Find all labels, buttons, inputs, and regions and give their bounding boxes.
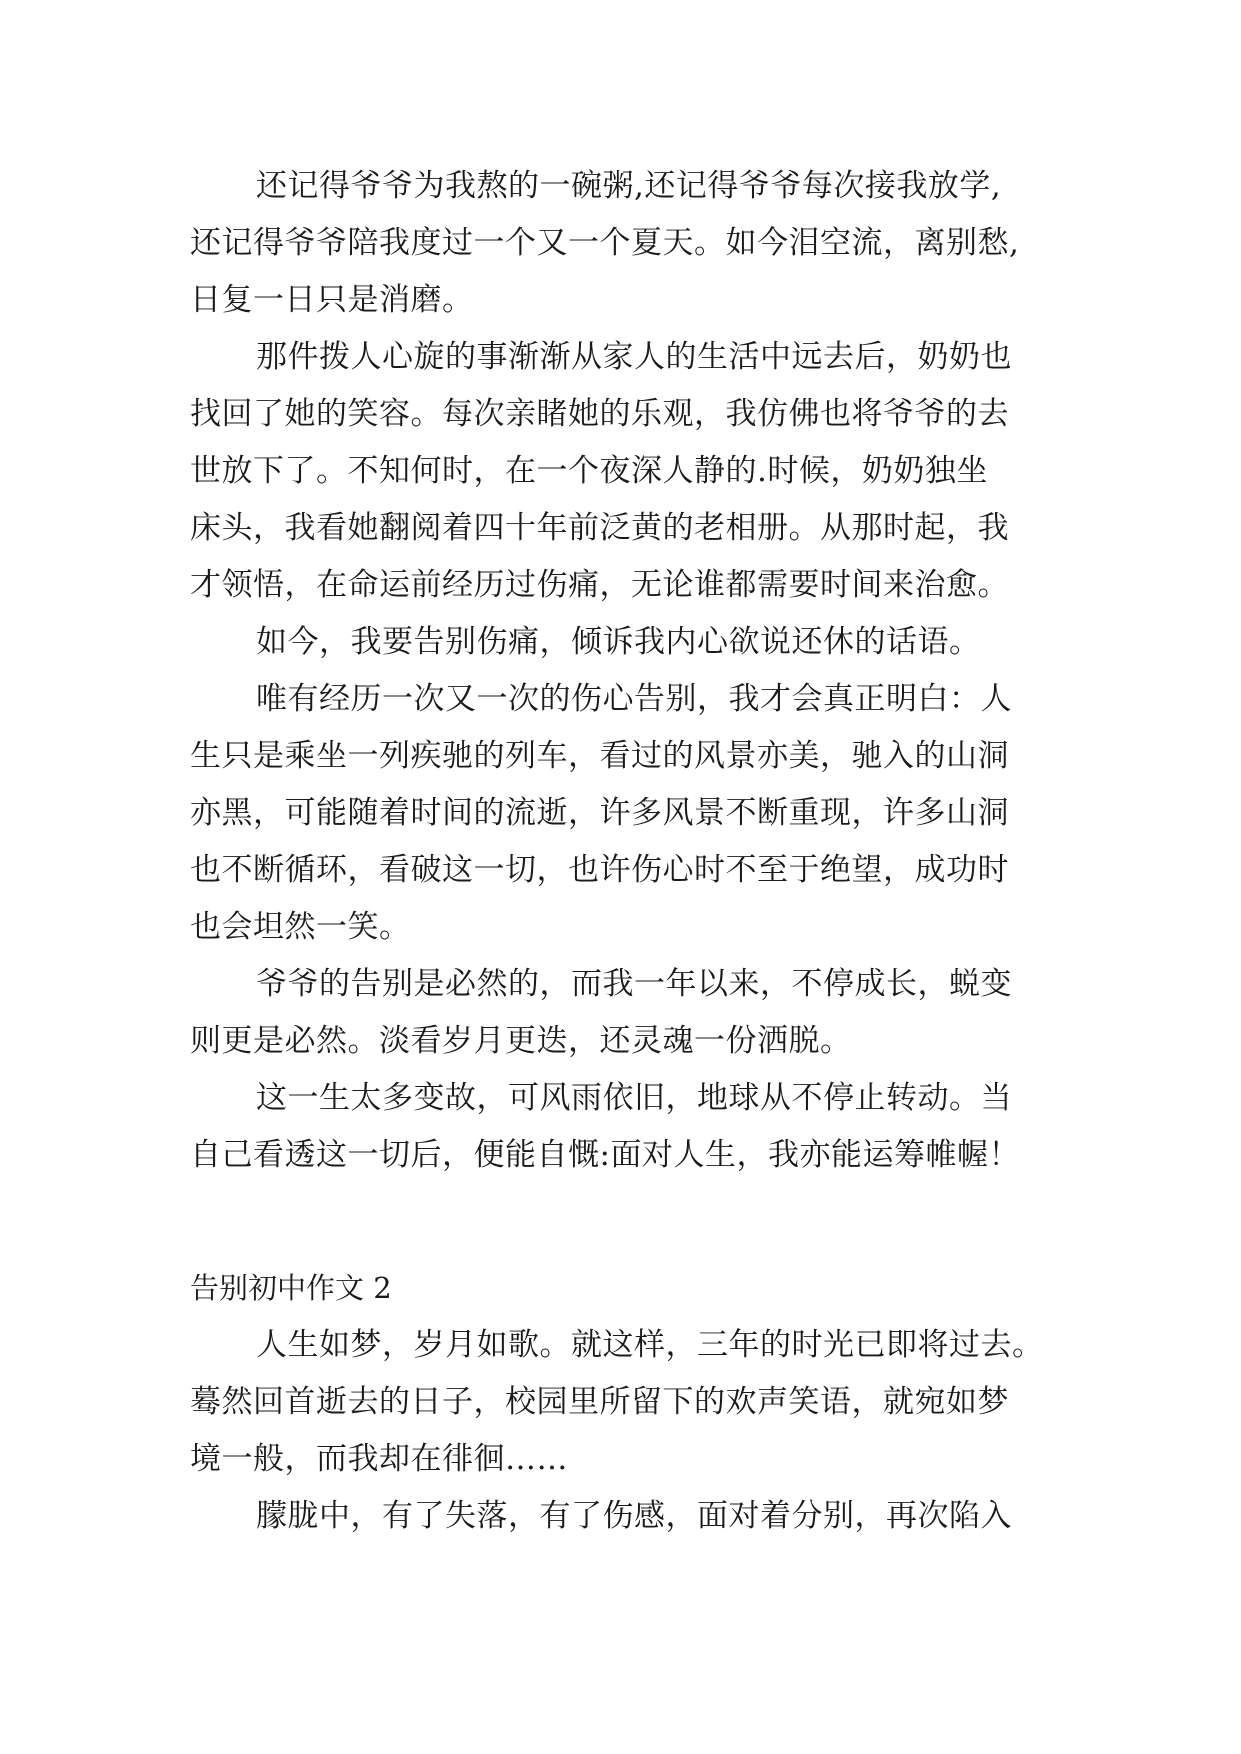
text-line: 床头，我看她翻阅着四十年前泛黄的老相册。从那时起，我 xyxy=(190,510,1009,546)
text-line: 生只是乘坐一列疾驰的列车，看过的风景亦美，驰入的山洞 xyxy=(190,738,1009,774)
text-line: 亦黑，可能随着时间的流逝，许多风景不断重现，许多山洞 xyxy=(190,795,1009,831)
text-line: 也会坦然一笑。 xyxy=(190,909,411,945)
text-line: 朦胧中，有了失落，有了伤感，面对着分别，再次陷入 xyxy=(256,1498,1012,1534)
text-line: 则更是必然。淡看岁月更迭，还灵魂一份洒脱。 xyxy=(190,1023,852,1059)
text-line: 这一生太多变故，可风雨依旧，地球从不停止转动。当 xyxy=(256,1080,1012,1116)
text-line: 还记得爷爷陪我度过一个又一个夏天。如今泪空流，离别愁, xyxy=(190,225,1020,261)
text-line: 也不断循环，看破这一切，也许伤心时不至于绝望，成功时 xyxy=(190,852,1009,888)
text-line: 唯有经历一次又一次的伤心告别，我才会真正明白：人 xyxy=(256,681,1012,717)
text-line: 蓦然回首逝去的日子，校园里所留下的欢声笑语，就宛如梦 xyxy=(190,1384,1009,1420)
text-line: 还记得爷爷为我熬的一碗粥,还记得爷爷每次接我放学, xyxy=(256,168,1002,204)
text-line: 境一般，而我却在徘徊…… xyxy=(190,1441,568,1477)
text-line: 如今，我要告别伤痛，倾诉我内心欲说还休的话语。 xyxy=(256,624,981,660)
text-line: 自己看透这一切后，便能自慨:面对人生，我亦能运筹帷幄！ xyxy=(190,1137,1020,1173)
text-line: 找回了她的笑容。每次亲睹她的乐观，我仿佛也将爷爷的去 xyxy=(190,396,1009,432)
text-line: 日复一日只是消磨。 xyxy=(190,282,474,318)
section-heading: 告别初中作文 2 xyxy=(190,1271,392,1305)
text-line: 人生如梦，岁月如歌。就这样，三年的时光已即将过去。 xyxy=(256,1327,1044,1363)
text-line: 那件拨人心旋的事渐渐从家人的生活中远去后，奶奶也 xyxy=(256,339,1012,375)
text-line: 世放下了。不知何时，在一个夜深人静的.时候，奶奶独坐 xyxy=(190,453,988,489)
text-line: 爷爷的告别是必然的，而我一年以来，不停成长，蜕变 xyxy=(256,966,1012,1002)
text-line: 才领悟，在命运前经历过伤痛，无论谁都需要时间来治愈。 xyxy=(190,567,1009,603)
